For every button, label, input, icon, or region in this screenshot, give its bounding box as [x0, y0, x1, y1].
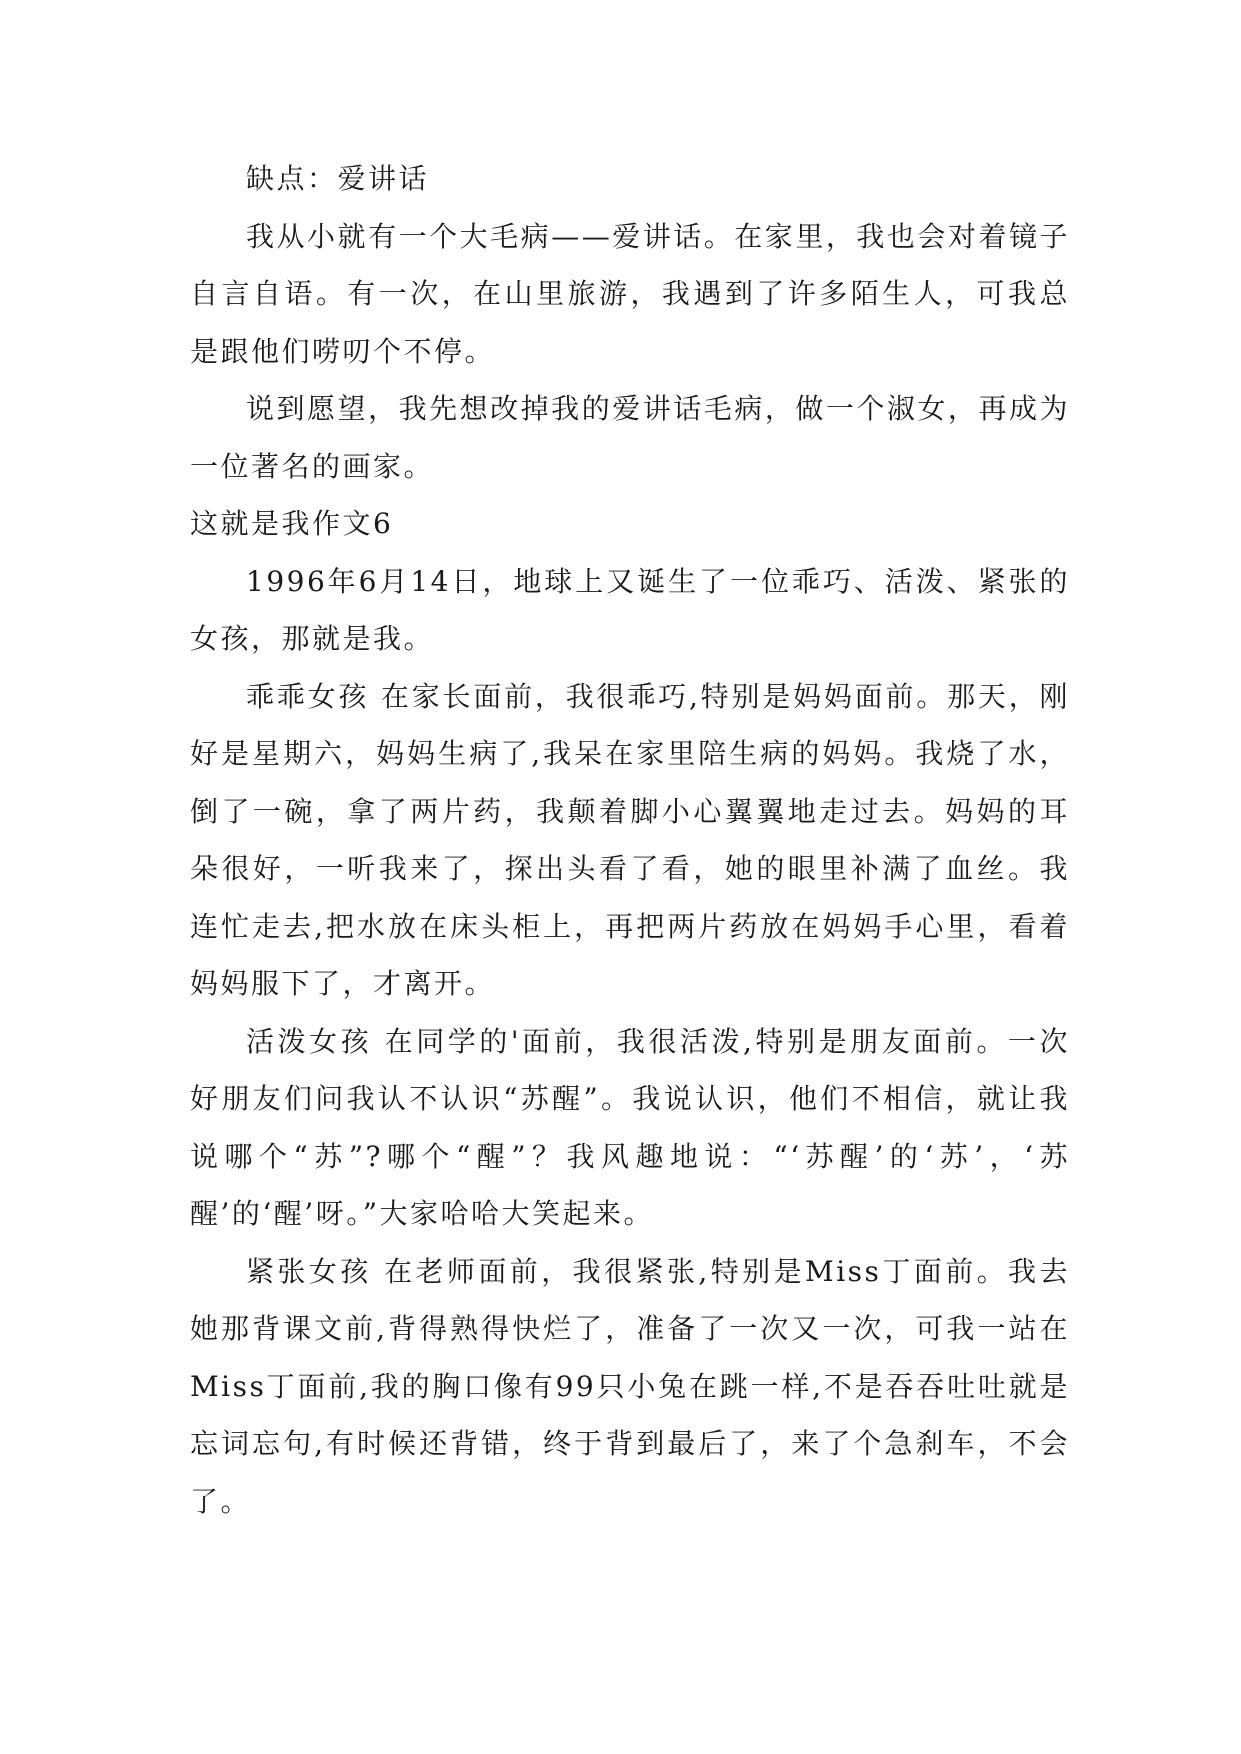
paragraph-birth: 1996年6月14日，地球上又诞生了一位乖巧、活泼、紧张的女孩，那就是我。	[190, 564, 1070, 655]
paragraph-good-girl: 乖乖女孩 在家长面前，我很乖巧,特别是妈妈面前。那天，刚好是星期六，妈妈生病了,我呆在家里陪生病的妈妈。我烧了水，倒了一碗，拿了两片药，我颠着脚小心翼翼地走过去。妈妈的耳朵很好，一听我来了，探出头看了看，她的眼里补满了血丝。我连忙走去,把水放在床头柜上，再把两片药放在妈妈手心里，看着妈妈服下了，才离开。	[190, 679, 1070, 1000]
paragraph-nervous-girl: 紧张女孩 在老师面前，我很紧张,特别是Miss丁面前。我去她那背课文前,背得熟得快烂了，准备了一次又一次，可我一站在Miss丁面前,我的胸口像有99只小兔在跳一样,不是吞吞吐吐就是忘词忘句,有时候还背错，终于背到最后了，来了个急刹车，不会了。	[190, 1254, 1070, 1518]
paragraph-lively-girl: 活泼女孩 在同学的'面前，我很活泼,特别是朋友面前。一次好朋友们问我认不认识“苏醒”。我说认识，他们不相信，就让我说哪个“苏”?哪个“醒”？我风趣地说：“‘苏醒’的‘苏’，‘苏醒’的‘醒’呀。”大家哈哈大笑起来。	[190, 1024, 1070, 1230]
essay-heading: 这就是我作文6	[190, 507, 394, 540]
essay-body	[190, 150, 1070, 1530]
paragraph-talkative: 我从小就有一个大毛病——爱讲话。在家里，我也会对着镜子自言自语。有一次，在山里旅游，我遇到了许多陌生人，可我总是跟他们唠叨个不停。	[190, 219, 1070, 368]
paragraph-shortcoming-title: 缺点：爱讲话	[246, 162, 430, 195]
paragraph-wish: 说到愿望，我先想改掉我的爱讲话毛病，做一个淑女，再成为一位著名的画家。	[190, 392, 1070, 483]
